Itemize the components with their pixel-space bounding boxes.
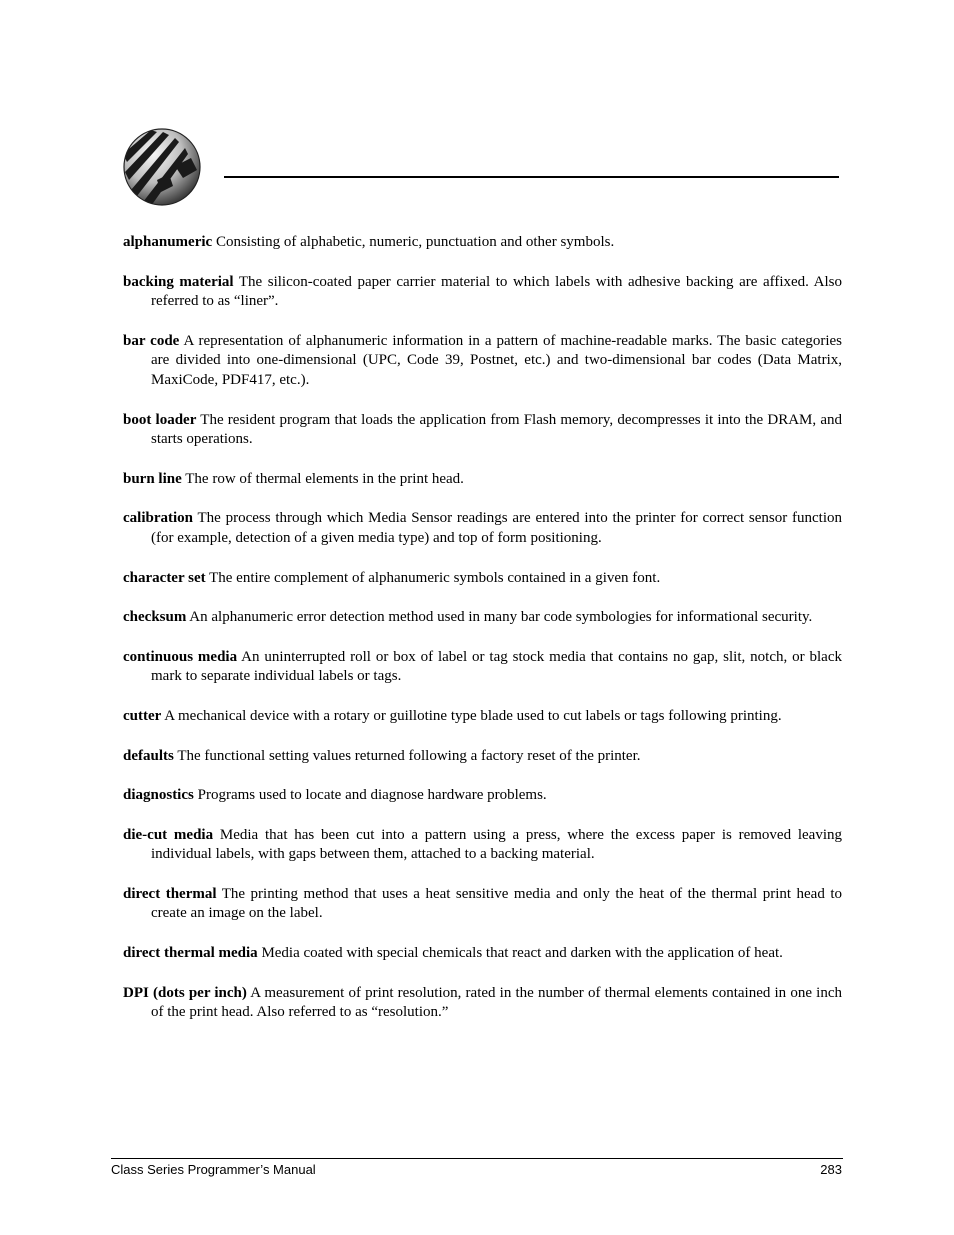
glossary-definition: The functional setting values returned following a factory reset of the printer. [177,747,641,764]
glossary-entry [123,233,842,253]
glossary-definition: Media coated with special chemicals that react and darken with the application of heat. [261,945,783,962]
glossary-entry [123,885,842,924]
glossary-entry [123,608,842,628]
glossary-entry [123,569,842,589]
glossary-entry [123,747,842,767]
glossary-definition: The silicon-coated paper carrier material to which labels with adhesive backing are affixed. Also referred to as “liner”. [151,273,842,310]
glossary-entry [123,332,842,391]
glossary-entry [123,786,842,806]
glossary-term: cutter [123,707,162,724]
glossary-entry [123,273,842,312]
glossary-definition: The process through which Media Sensor readings are entered into the printer for correct sensor function (for example, detection of a given media type) and top of form positioning. [151,510,843,546]
glossary-definition: The row of thermal elements in the print head. [185,470,464,487]
glossary-entry [123,707,842,727]
glossary-definition: The resident program that loads the application from Flash memory, decompresses it into the DRAM, and starts operations. [151,411,842,448]
footer-page-number: 283 [820,1162,842,1177]
glossary-term: character set [123,569,206,586]
glossary-term: DPI (dots per inch) [123,984,247,1001]
glossary-definition: Programs used to locate and diagnose hardware problems. [197,787,547,804]
glossary-definition: A representation of alphanumeric information in a pattern of machine-readable marks. The basic categories are divided into one-dimensional (UPC, Code 39, Postnet, etc.) and two-dimensional bar codes (Data Matrix, MaxiCode, PDF417, etc.). [151,332,843,388]
glossary-entry [123,984,842,1023]
footer-rule [111,1158,843,1159]
glossary-definition: Media that has been cut into a pattern using a press, where the excess paper is removed leaving individual labels, with gaps between them, attached to a backing material. [151,826,843,863]
glossary-entry [123,648,842,687]
glossary-definition: A measurement of print resolution, rated in the number of thermal elements contained in one inch of the print head. Also referred to as “resolution.” [151,984,842,1021]
glossary-definition: A mechanical device with a rotary or guillotine type blade used to cut labels or tags following printing. [164,707,782,724]
glossary-entry [123,411,842,450]
glossary-term: boot loader [123,411,197,428]
glossary-definition: An alphanumeric error detection method used in many bar code symbologies for informational security. [189,609,813,626]
glossary-term: burn line [123,470,182,487]
glossary-term: direct thermal [123,885,217,902]
glossary-term: die-cut media [123,826,214,843]
glossary-term: direct thermal media [123,945,258,962]
glossary-term: bar code [123,332,180,349]
glossary-list [123,233,842,1043]
glossary-term: backing material [123,273,234,290]
glossary-term: calibration [123,510,193,527]
glossary-entry [123,826,842,865]
glossary-entry [123,509,842,548]
glossary-entry [123,470,842,490]
header-rule [224,176,839,178]
footer-manual-title: Class Series Programmer’s Manual [111,1162,316,1177]
glossary-term: diagnostics [123,787,194,804]
glossary-definition: Consisting of alphabetic, numeric, punctuation and other symbols. [215,234,615,250]
glossary-term: checksum [123,609,187,626]
glossary-term: alphanumeric [123,234,213,250]
glossary-definition: The printing method that uses a heat sensitive media and only the heat of the thermal print head to create an image on the label. [151,885,842,922]
glossary-entry [123,944,842,964]
striped-globe-logo-icon [121,126,203,208]
glossary-definition: The entire complement of alphanumeric symbols contained in a given font. [209,569,661,586]
glossary-term: defaults [123,747,174,764]
glossary-definition: An uninterrupted roll or box of label or tag stock media that contains no gap, slit, notch, or black mark to separate individual labels or tags. [151,648,842,685]
glossary-term: continuous media [123,648,238,665]
